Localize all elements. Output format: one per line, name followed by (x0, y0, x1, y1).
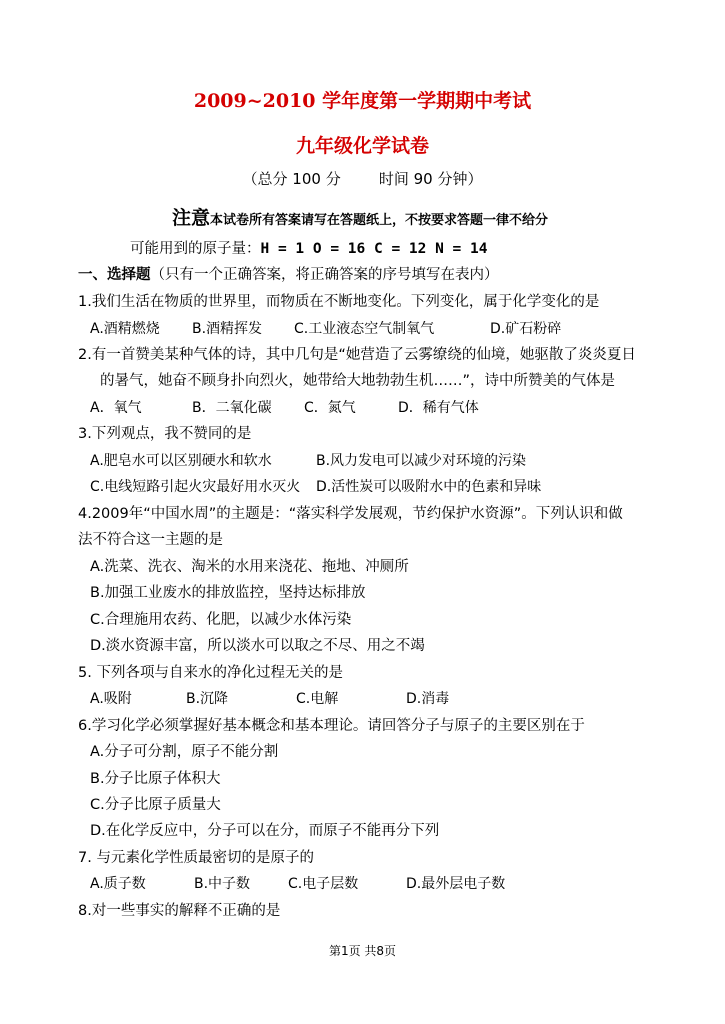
option-b: B.酒精挥发 (192, 321, 263, 337)
option-a: A.肥皂水可以区别硬水和软水 (90, 453, 272, 469)
question-options (90, 320, 650, 338)
question-stem: 6.学习化学必须掌握好基本概念和基本理论。请回答分子与原子的主要区别在于 (78, 718, 585, 734)
option-c: C.分子比原子质量大 (90, 797, 221, 813)
question-stem-continued: 的暑气，她奋不顾身扑向烈火，她带给大地勃勃生机……”，诗中所赞美的气体是 (100, 373, 616, 389)
option-c: C.电解 (296, 691, 339, 707)
option-c: C.电子层数 (288, 876, 359, 892)
option-b: B．二氧化碳 (192, 400, 272, 416)
option-a: A.分子可分割，原子不能分割 (90, 744, 279, 760)
option-d: D．稀有气体 (398, 400, 479, 416)
option-d: D.最外层电子数 (406, 876, 506, 892)
option-b: B.中子数 (194, 876, 251, 892)
question-options (90, 690, 650, 708)
atomic-mass-label: 可能用到的原子量： (130, 241, 261, 257)
atomic-mass-values: H = 1 O = 16 C = 12 N = 14 (260, 241, 488, 257)
option-c: C.工业液态空气制氧气 (294, 321, 435, 337)
question-stem: 5. 下列各项与自来水的净化过程无关的是 (78, 665, 343, 681)
question-stem: 2.有一首赞美某种气体的诗，其中几句是“她营造了云雾缭绕的仙境，她驱散了炎炎夏日 (78, 347, 636, 363)
option-a: A.酒精燃烧 (90, 321, 160, 337)
exam-score-time: （总分 100 分 时间 90 分钟） (242, 170, 483, 188)
option-c: C.合理施用农药、化肥，以减少水体污染 (90, 612, 352, 628)
notice-text: 本试卷所有答案请写在答题纸上，不按要求答题一律不给分 (210, 213, 549, 228)
page-footer: 第1页 共8页 (328, 944, 397, 958)
question-stem: 1.我们生活在物质的世界里，而物质在不断地变化。下列变化，属于化学变化的是 (78, 294, 600, 310)
atomic-mass-line (130, 240, 487, 258)
question-stem: 4.2009年“中国水周”的主题是：“落实科学发展观，节约保护水资源”。下列认识和做 (78, 506, 623, 522)
option-b: B.沉降 (186, 691, 229, 707)
question-options (90, 452, 650, 470)
option-a: A．氧气 (90, 400, 142, 416)
exam-title: 2009~2010 学年度第一学期期中考试 (193, 90, 532, 112)
option-d: D.矿石粉碎 (490, 321, 562, 337)
option-a: A.质子数 (90, 876, 146, 892)
notice-lead: 注意 (172, 207, 211, 229)
section-heading (78, 266, 499, 284)
option-d: D.消毒 (406, 691, 450, 707)
question-stem: 7. 与元素化学性质最密切的是原子的 (78, 850, 314, 866)
notice-line (172, 203, 548, 230)
exam-subtitle: 九年级化学试卷 (295, 135, 429, 157)
question-stem: 3.下列观点，我不赞同的是 (78, 426, 252, 442)
question-options (90, 875, 650, 893)
question-options (90, 399, 650, 417)
question-stem: 8.对一些事实的解释不正确的是 (78, 903, 281, 919)
section-title: 一、选择题 (78, 267, 151, 283)
option-b: B.加强工业废水的排放监控，坚持达标排放 (90, 585, 366, 601)
question-options (90, 478, 650, 496)
option-d: D.活性炭可以吸附水中的色素和异味 (316, 479, 542, 495)
option-d: D.在化学反应中，分子可以在分，而原子不能再分下列 (90, 823, 440, 839)
option-b: B.分子比原子体积大 (90, 771, 221, 787)
option-a: A.吸附 (90, 691, 132, 707)
option-a: A.洗菜、洗衣、淘米的水用来浇花、拖地、冲厕所 (90, 559, 409, 575)
option-c: C.电线短路引起火灾最好用水灭火 (90, 479, 301, 495)
option-c: C．氮气 (304, 400, 356, 416)
option-d: D.淡水资源丰富，所以淡水可以取之不尽、用之不竭 (90, 638, 425, 654)
section-instruction: （只有一个正确答案，将正确答案的序号填写在表内） (150, 267, 499, 283)
question-stem-continued: 法不符合这一主题的是 (78, 532, 223, 548)
option-b: B.风力发电可以减少对环境的污染 (316, 453, 527, 469)
